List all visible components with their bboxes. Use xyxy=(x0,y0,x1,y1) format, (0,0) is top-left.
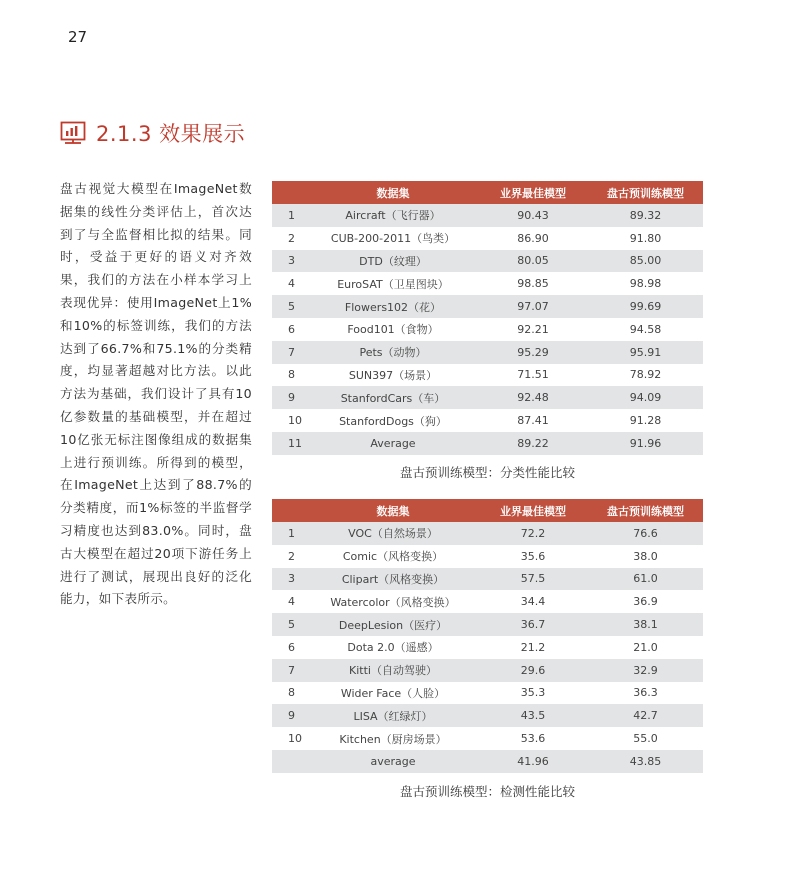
table-cell: 89.22 xyxy=(478,432,588,455)
table-cell: 57.5 xyxy=(478,568,588,591)
table-cell: Food101（食物） xyxy=(308,318,478,341)
column-header: 业界最佳模型 xyxy=(478,499,588,522)
table-cell: 92.48 xyxy=(478,386,588,409)
table-cell: 8 xyxy=(272,364,308,387)
table-cell: 91.96 xyxy=(588,432,703,455)
table-cell: 21.0 xyxy=(588,636,703,659)
table-cell: 36.9 xyxy=(588,590,703,613)
table-cell: 1 xyxy=(272,522,308,545)
table-cell: 41.96 xyxy=(478,750,588,773)
table-cell: 34.4 xyxy=(478,590,588,613)
table-cell: 71.51 xyxy=(478,364,588,387)
section-heading xyxy=(60,118,245,148)
table-row xyxy=(272,364,703,387)
table-cell: 3 xyxy=(272,250,308,273)
table-cell: 97.07 xyxy=(478,295,588,318)
table-cell: Clipart（风格变换） xyxy=(308,568,478,591)
table-cell: Pets（动物） xyxy=(308,341,478,364)
detection-table xyxy=(272,499,703,773)
table-cell: 61.0 xyxy=(588,568,703,591)
table-cell: 32.9 xyxy=(588,659,703,682)
table-cell: 43.5 xyxy=(478,704,588,727)
table-cell: 4 xyxy=(272,272,308,295)
table-cell: 95.29 xyxy=(478,341,588,364)
table-cell: 92.21 xyxy=(478,318,588,341)
table-cell: 7 xyxy=(272,659,308,682)
table-cell: 80.05 xyxy=(478,250,588,273)
table-cell: 72.2 xyxy=(478,522,588,545)
column-header: 盘古预训练模型 xyxy=(588,499,703,522)
table-cell: 94.58 xyxy=(588,318,703,341)
table-row xyxy=(272,613,703,636)
table-row xyxy=(272,272,703,295)
table-row xyxy=(272,386,703,409)
table-row xyxy=(272,704,703,727)
table-cell: 78.92 xyxy=(588,364,703,387)
table-cell: 95.91 xyxy=(588,341,703,364)
chart-report-icon xyxy=(60,121,86,145)
table-cell: 43.85 xyxy=(588,750,703,773)
table-cell: 10 xyxy=(272,409,308,432)
table-cell: 76.6 xyxy=(588,522,703,545)
section-title: 2.1.3 效果展示 xyxy=(96,122,246,146)
table-cell: 99.69 xyxy=(588,295,703,318)
table-cell: Dota 2.0（遥感） xyxy=(308,636,478,659)
column-header: 数据集 xyxy=(308,181,478,204)
table-cell: 55.0 xyxy=(588,727,703,750)
table-row xyxy=(272,590,703,613)
table-row xyxy=(272,227,703,250)
column-header: 业界最佳模型 xyxy=(478,181,588,204)
table-cell: 89.32 xyxy=(588,204,703,227)
table-cell: Kitchen（厨房场景） xyxy=(308,727,478,750)
table-cell: CUB-200-2011（鸟类） xyxy=(308,227,478,250)
table-cell: average xyxy=(308,750,478,773)
table-row xyxy=(272,409,703,432)
table-cell: StanfordDogs（狗） xyxy=(308,409,478,432)
table-cell: 7 xyxy=(272,341,308,364)
table-cell xyxy=(272,750,308,773)
table-cell: Kitti（自动驾驶） xyxy=(308,659,478,682)
table-cell: DeepLesion（医疗） xyxy=(308,613,478,636)
table-cell: 98.98 xyxy=(588,272,703,295)
table-cell: 38.1 xyxy=(588,613,703,636)
table-cell: Wider Face（人脸） xyxy=(308,682,478,705)
table-row xyxy=(272,341,703,364)
table-row xyxy=(272,432,703,455)
table-header-row xyxy=(272,181,703,204)
classification-table-caption: 盘古预训练模型：分类性能比较 xyxy=(399,465,575,480)
table-cell: 8 xyxy=(272,682,308,705)
table-row xyxy=(272,204,703,227)
table-cell: 5 xyxy=(272,295,308,318)
table-cell: 9 xyxy=(272,386,308,409)
table-cell: 1 xyxy=(272,204,308,227)
table-cell: Flowers102（花） xyxy=(308,295,478,318)
table-cell: 36.3 xyxy=(588,682,703,705)
table-cell: 38.0 xyxy=(588,545,703,568)
table-row xyxy=(272,750,703,773)
table-cell: 6 xyxy=(272,636,308,659)
table-cell: 87.41 xyxy=(478,409,588,432)
table-cell: VOC（自然场景） xyxy=(308,522,478,545)
table-cell: 91.28 xyxy=(588,409,703,432)
column-header xyxy=(272,181,308,204)
table-cell: 94.09 xyxy=(588,386,703,409)
table-header-row xyxy=(272,499,703,522)
table-row xyxy=(272,295,703,318)
table-cell: 3 xyxy=(272,568,308,591)
table-cell: StanfordCars（车） xyxy=(308,386,478,409)
table-row xyxy=(272,318,703,341)
table-cell: 35.3 xyxy=(478,682,588,705)
column-header: 盘古预训练模型 xyxy=(588,181,703,204)
table-cell: 53.6 xyxy=(478,727,588,750)
table-cell: 5 xyxy=(272,613,308,636)
table-cell: 6 xyxy=(272,318,308,341)
table-cell: 98.85 xyxy=(478,272,588,295)
detection-table-caption: 盘古预训练模型：检测性能比较 xyxy=(399,784,575,799)
column-header xyxy=(272,499,308,522)
table-cell: 29.6 xyxy=(478,659,588,682)
table-cell: LISA（红绿灯） xyxy=(308,704,478,727)
table-cell: 11 xyxy=(272,432,308,455)
table-row xyxy=(272,568,703,591)
table-cell: 9 xyxy=(272,704,308,727)
table-cell: 36.7 xyxy=(478,613,588,636)
table-row xyxy=(272,545,703,568)
table-cell: 2 xyxy=(272,545,308,568)
body-paragraph: 盘古视觉大模型在ImageNet数据集的线性分类评估上，首次达到了与全监督相比拟的结果。同时，受益于更好的语义对齐效果，我们的方法在小样本学习上表现优异：使用ImageNet上1%和10%的标签训练，我们的方法达到了66.7%和75.1%的分类精度，均显著超越对比方法。以此方法为基础，我们设计了具有10亿参数量的基础模型，并在超过10亿张无标注图像组成的数据集上进行预训练。所得到的模型，在ImageNet上达到了88.7%的分类精度，而1%标签的半监督学习精度也达到83.0%。同时，盘古大模型在超过20项下游任务上进行了测试，展现出良好的泛化能力，如下表所示。 xyxy=(60,181,252,607)
classification-table xyxy=(272,181,703,455)
table-cell: Comic（风格变换） xyxy=(308,545,478,568)
table-row xyxy=(272,250,703,273)
table-cell: 91.80 xyxy=(588,227,703,250)
table-row xyxy=(272,522,703,545)
table-cell: 4 xyxy=(272,590,308,613)
table-row xyxy=(272,659,703,682)
table-cell: Watercolor（风格变换） xyxy=(308,590,478,613)
table-cell: EuroSAT（卫星图块） xyxy=(308,272,478,295)
table-cell: 85.00 xyxy=(588,250,703,273)
table-cell: 42.7 xyxy=(588,704,703,727)
table-row xyxy=(272,727,703,750)
page-number: 27 xyxy=(68,28,88,46)
table-cell: 21.2 xyxy=(478,636,588,659)
table-cell: Aircraft（飞行器） xyxy=(308,204,478,227)
table-cell: SUN397（场景） xyxy=(308,364,478,387)
table-cell: Average xyxy=(308,432,478,455)
table-row xyxy=(272,636,703,659)
column-header: 数据集 xyxy=(308,499,478,522)
table-cell: 10 xyxy=(272,727,308,750)
table-cell: 86.90 xyxy=(478,227,588,250)
table-cell: 90.43 xyxy=(478,204,588,227)
table-row xyxy=(272,682,703,705)
table-cell: 2 xyxy=(272,227,308,250)
table-cell: 35.6 xyxy=(478,545,588,568)
table-cell: DTD（纹理） xyxy=(308,250,478,273)
